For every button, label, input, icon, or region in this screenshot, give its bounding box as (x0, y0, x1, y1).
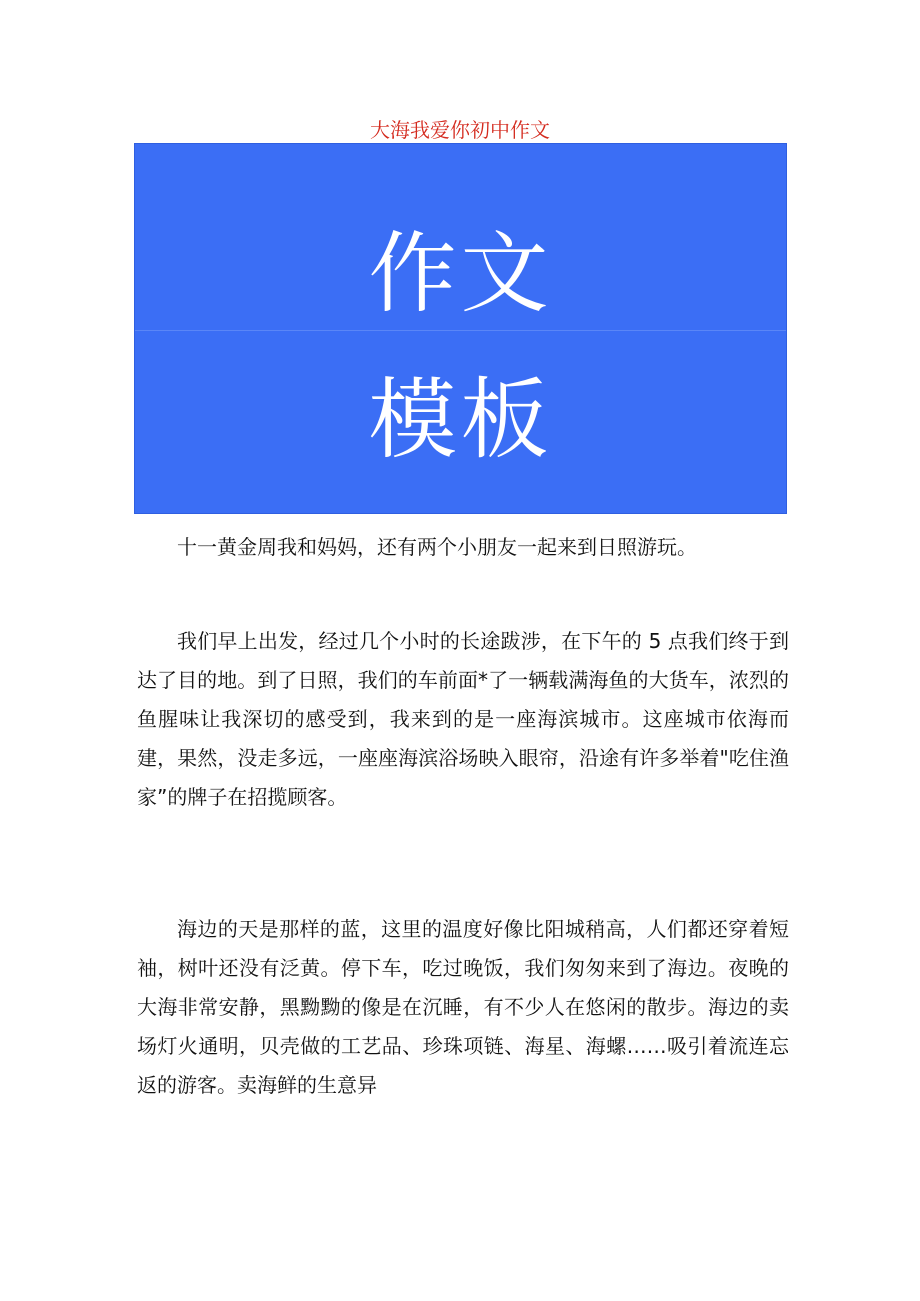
banner-line-2: 模板 (368, 368, 553, 471)
paragraph-3 (137, 910, 789, 1105)
banner-line-1: 作文 (368, 222, 553, 325)
template-banner (134, 143, 787, 514)
document-title: 大海我爱你初中作文 (370, 118, 550, 142)
banner-divider (135, 330, 786, 331)
paragraph-2 (137, 622, 789, 817)
paragraph-text: 十一黄金周我和妈妈，还有两个小朋友一起来到日照游玩。 (177, 535, 697, 559)
paragraph-text: 我们早上出发，经过几个小时的长途跋涉，在下午的 5 点我们终于到达了目的地。到了日照，我们的车前面*了一辆载满海鱼的大货车，浓烈的鱼腥味让我深切的感受到，我来到的是一座海滨城市。这座城市依海而建，果然，没走多远，一座座海滨浴场映入眼帘，沿途有许多举着"吃住渔家”的牌子在招揽顾客。 (137, 629, 789, 809)
paragraph-text: 海边的天是那样的蓝，这里的温度好像比阳城稍高，人们都还穿着短袖，树叶还没有泛黄。停下车，吃过晚饭，我们匆匆来到了海边。夜晚的大海非常安静，黑黝黝的像是在沉睡，有不少人在悠闲的散步。海边的卖场灯火通明，贝壳做的工艺品、珍珠项链、海星、海螺……吸引着流连忘返的游客。卖海鲜的生意异 (137, 917, 789, 1097)
paragraph-1 (137, 528, 789, 567)
